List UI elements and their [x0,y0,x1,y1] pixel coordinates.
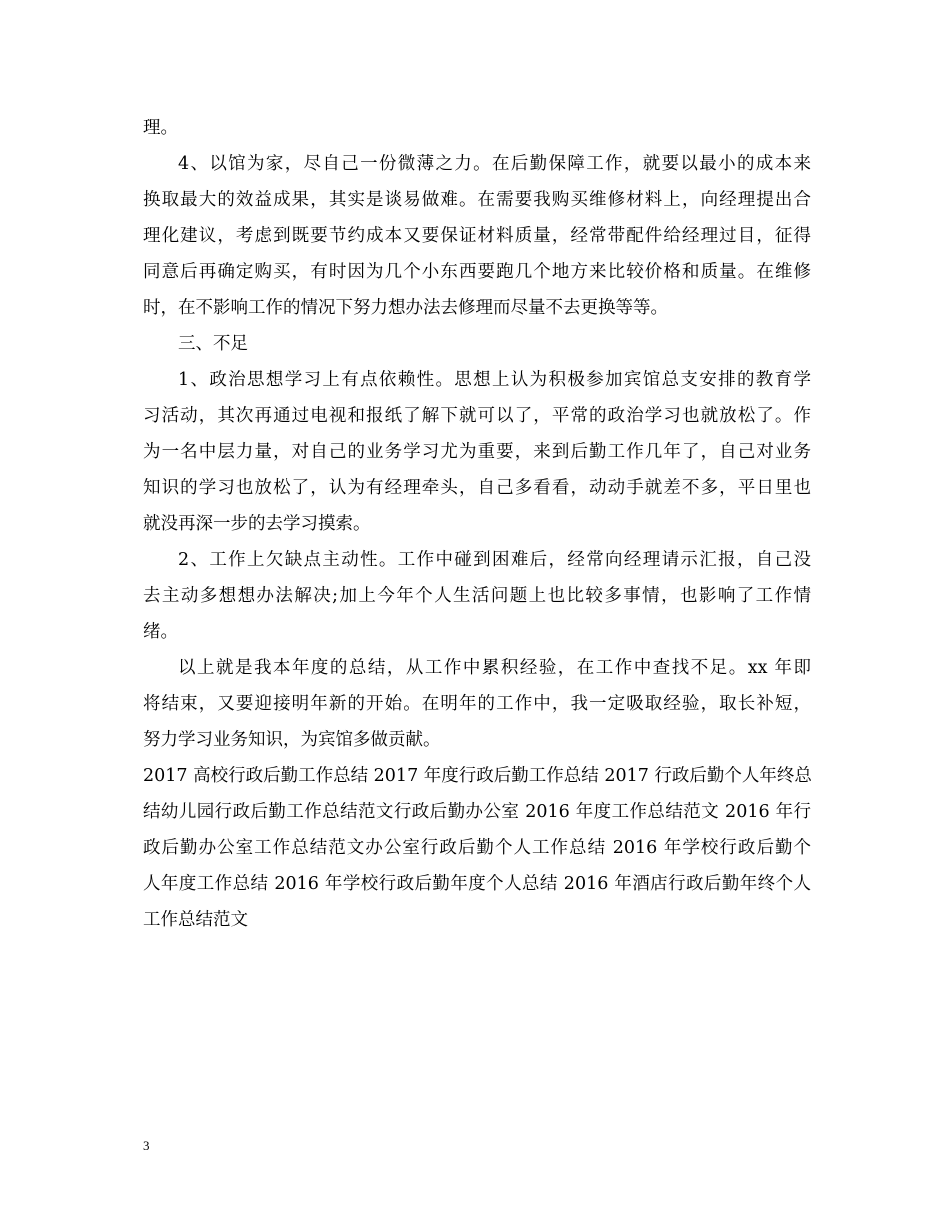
paragraph-4-line: 4、以馆为家，尽自己一份微薄之力。在后勤保障工作，就要以最小的成本来 [178,154,811,174]
text-line: 换取最大的效益成果，其实是谈易做难。在需要我购买维修材料上，向经理提出合 [143,190,811,210]
related-links-line: 人年度工作总结 2016 年学校行政后勤年度个人总结 2016 年酒店行政后勤年终个人 [143,874,811,894]
text-line: 知识的学习也放松了，认为有经理牵头，自己多看看，动动手就差不多，平日里也 [143,478,811,498]
text-line: 为一名中层力量，对自己的业务学习尤为重要，来到后勤工作几年了，自己对业务 [143,442,811,462]
text-line: 习活动，其次再通过电视和报纸了解下就可以了，平常的政治学习也就放松了。作 [143,406,811,426]
summary-paragraph-line: 以上就是我本年度的总结，从工作中累积经验，在工作中查找不足。xx 年即 [178,658,811,678]
text-line: 努力学习业务知识，为宾馆多做贡献。 [143,730,441,750]
text-line: 理。 [143,118,178,138]
related-links-line: 政后勤办公室工作总结范文办公室行政后勤个人工作总结 2016 年学校行政后勤个 [143,838,811,858]
text-line: 将结束，又要迎接明年新的开始。在明年的工作中，我一定吸取经验，取长补短， [143,694,811,714]
paragraph-2-line: 2、工作上欠缺点主动性。工作中碰到困难后，经常向经理请示汇报，自己没 [178,550,811,570]
related-links-line: 工作总结范文 [143,910,248,930]
text-line: 去主动多想想办法解决;加上今年个人生活问题上也比较多事情，也影响了工作情 [143,586,811,606]
text-line: 同意后再确定购买，有时因为几个小东西要跑几个地方来比较价格和质量。在维修 [143,262,811,282]
page-number: 3 [143,1138,150,1153]
text-line: 时，在不影响工作的情况下努力想办法去修理而尽量不去更换等等。 [143,298,668,318]
text-line: 理化建议，考虑到既要节约成本又要保证材料质量，经常带配件给经理过目，征得 [143,226,811,246]
related-links-line: 2017 高校行政后勤工作总结 2017 年度行政后勤工作总结 2017 行政后勤个人年终总 [143,766,812,786]
related-links-line: 结幼儿园行政后勤工作总结范文行政后勤办公室 2016 年度工作总结范文 2016 年行 [143,802,811,822]
text-line: 就没再深一步的去学习摸索。 [143,514,371,534]
paragraph-1-line: 1、政治思想学习上有点依赖性。思想上认为积极参加宾馆总支安排的教育学 [178,370,811,390]
section-heading: 三、不足 [178,334,248,354]
text-line: 绪。 [143,622,178,642]
